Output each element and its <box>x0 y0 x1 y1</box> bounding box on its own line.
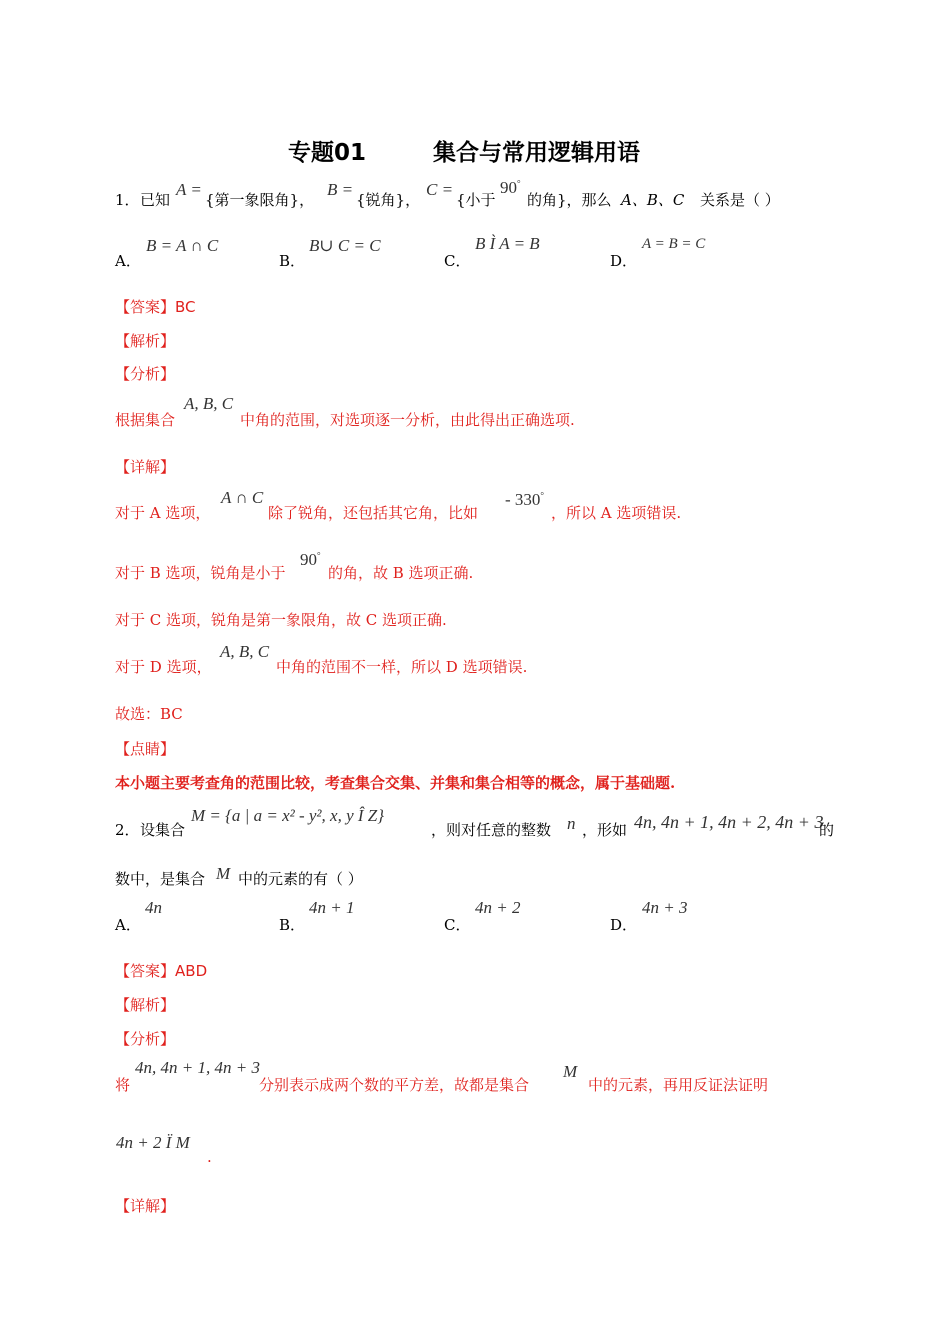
q2-fenxi-pre: 将 <box>115 1076 131 1094</box>
q2-fenxi-M: M <box>563 1062 578 1081</box>
q1-line-a-post: ，所以 A 选项错误. <box>551 504 682 522</box>
q2-line2-pre: 数中，是集合 <box>115 870 206 888</box>
q1-option-a-math: B = A ∩ C <box>146 236 219 255</box>
q2-analysis-tag: 【解析】 <box>115 996 176 1014</box>
q2-fenxi-line2-math: 4n + 2 Ï M <box>116 1133 190 1152</box>
q1-line-d-pre: 对于 D 选项， <box>115 658 212 676</box>
q2-fenxi-post: 中的元素，再用反证法证明 <box>588 1076 769 1094</box>
q2-line2-M: M <box>216 864 231 883</box>
q2-math-set: M = {a | a = x² - y², x, y Î Z} <box>191 806 385 825</box>
q2-option-c-math: 4n + 2 <box>475 898 521 917</box>
q2-option-b-math: 4n + 1 <box>309 898 355 917</box>
q1-set-B: {锐角}， <box>356 191 421 209</box>
q2-math-forms: 4n, 4n + 1, 4n + 2, 4n + 3 <box>634 812 824 832</box>
q1-math-C: C = <box>426 180 454 199</box>
q1-option-c-label: C． <box>444 252 471 270</box>
q2-option-b-label: B． <box>279 916 306 934</box>
q1-line-a-math2: - 330° <box>505 490 545 509</box>
q1-line-b-math: 90° <box>300 550 321 569</box>
q2-fenxi-mid: 分别表示成两个数的平方差，故都是集合 <box>259 1076 530 1094</box>
q2-detail-tag: 【详解】 <box>115 1197 176 1215</box>
q1-fenxi-post: 中角的范围，对选项逐一分析，由此得出正确选项. <box>240 411 575 429</box>
q1-dianjing-tag: 【点睛】 <box>115 740 176 758</box>
q2-math-n: n <box>567 814 576 833</box>
q1-set-C-pre: {小于 <box>456 191 496 209</box>
q2-mid: ，则对任意的整数 <box>431 821 552 839</box>
q2-fenxi-math: 4n, 4n + 1, 4n + 3 <box>135 1058 260 1077</box>
q1-answer: 【答案】BC <box>115 298 196 316</box>
q1-number: 1． <box>115 191 140 209</box>
page-title-part2: 集合与常用逻辑用语 <box>433 140 640 166</box>
q1-fenxi-tag: 【分析】 <box>115 365 176 383</box>
q1-rel: A、B、C <box>621 191 685 209</box>
q1-line-b-post: 的角，故 B 选项正确. <box>328 564 474 582</box>
q2-option-d-math: 4n + 3 <box>642 898 688 917</box>
q1-math-B: B = <box>327 180 354 199</box>
q1-line-b-pre: 对于 B 选项，锐角是小于 <box>115 564 286 582</box>
q1-dianjing: 本小题主要考查角的范围比较，考查集合交集、并集和集合相等的概念，属于基础题. <box>115 774 676 792</box>
q2-option-c-label: C． <box>444 916 471 934</box>
q1-option-b-math: B∪ C = C <box>309 236 381 255</box>
q2-answer: 【答案】ABD <box>115 962 208 980</box>
q1-option-d-label: D． <box>610 252 638 270</box>
q1-fenxi-pre: 根据集合 <box>115 411 176 429</box>
q2-end: 的 <box>819 821 835 839</box>
q1-line-a-mid: 除了锐角，还包括其它角，比如 <box>268 504 479 522</box>
q1-choose: 故选：BC <box>115 705 183 723</box>
q2-pre: 设集合 <box>140 821 186 839</box>
q1-end: 关系是（ ） <box>700 191 780 209</box>
q2-fenxi-tag: 【分析】 <box>115 1030 176 1048</box>
q1-option-a-label: A． <box>115 252 141 270</box>
q1-option-c-math: B Ì A = B <box>475 234 540 253</box>
q1-math-A: A = <box>176 180 202 199</box>
page-title-part1: 专题01 <box>288 140 367 166</box>
q2-line2-post: 中的元素的有（ ） <box>238 870 363 888</box>
q2-option-d-label: D． <box>610 916 638 934</box>
q2-option-a-label: A． <box>115 916 141 934</box>
q1-line-c: 对于 C 选项，锐角是第一象限角，故 C 选项正确. <box>115 611 447 629</box>
q1-analysis-tag: 【解析】 <box>115 332 176 350</box>
q1-line-d-math: A, B, C <box>220 642 270 661</box>
q1-math-90: 90° <box>500 178 521 197</box>
q2-option-a-math: 4n <box>145 898 162 917</box>
q2-mid2: ，形如 <box>582 821 628 839</box>
q1-option-b-label: B． <box>279 252 306 270</box>
q1-line-a-math: A ∩ C <box>221 488 264 507</box>
q2-number: 2． <box>115 821 140 839</box>
q1-fenxi-math: A, B, C <box>184 394 234 413</box>
q1-detail-tag: 【详解】 <box>115 458 176 476</box>
q1-set-C-post: 的角}，那么 <box>527 191 612 209</box>
q1-line-a-pre: 对于 A 选项， <box>115 504 211 522</box>
q1-set-A: {第一象限角}， <box>205 191 315 209</box>
q1-line-d-post: 中角的范围不一样，所以 D 选项错误. <box>276 658 528 676</box>
q1-known: 已知 <box>140 191 171 209</box>
q2-fenxi-line2-dot: . <box>207 1148 212 1166</box>
q1-option-d-math: A = B = C <box>642 236 706 252</box>
